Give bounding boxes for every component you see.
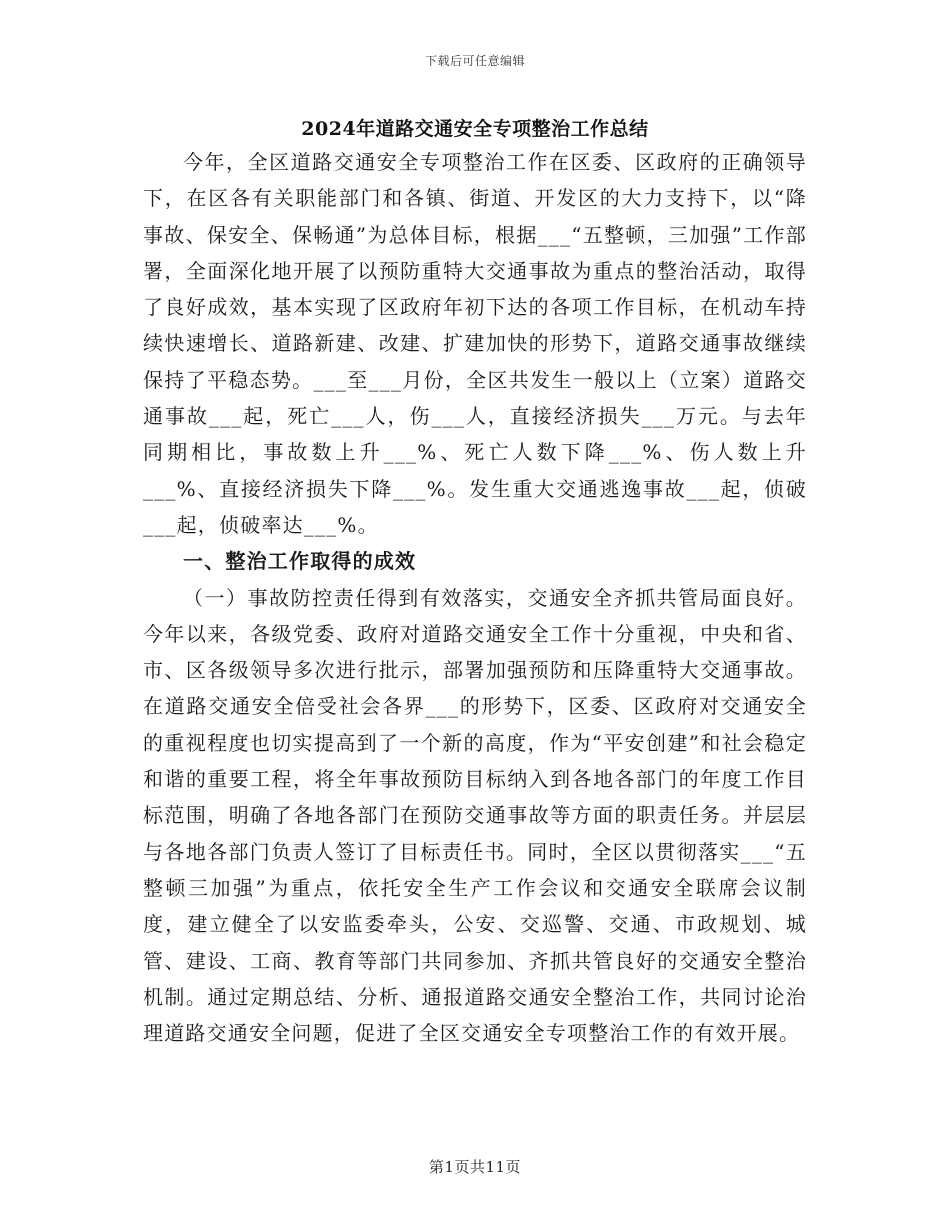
document-title: 2024年道路交通安全专项整治工作总结 [301,118,649,140]
intro-paragraph: 今年，全区道路交通安全专项整治工作在区委、区政府的正确领导下，在区各有关职能部门和各镇、街道、开发区的大力支持下，以“降事故、保安全、保畅通”为总体目标，根据___“五整顿，三加强”工作部署，全面深化地开展了以预防重特大交通事故为重点的整治活动，取得了良好成效，基本实现了区政府年初下达的各项工作目标，在机动车持续快速增长、道路新建、改建、扩建加快的形势下，道路交通事故继续保持了平稳态势。___至___月份，全区共发生一般以上（立案）道路交通事故___起，死亡___人，伤___人，直接经济损失___万元。与去年同期相比，事故数上升___%、死亡人数下降___%、伤人数上升___%、直接经济损失下降___%。发生重大交通逃逸事故___起，侦破___起，侦破率达___%。 [143,150,807,537]
page-header-note: 下载后可任意编辑 [424,54,525,68]
page-footer-number: 第1页共11页 [428,1158,522,1176]
section-heading: 一、整治工作取得的成效 [183,549,417,574]
section-paragraph: （一）事故防控责任得到有效落实，交通安全齐抓共管局面良好。今年以来，各级党委、政府对道路交通安全工作十分重视，中央和省、市、区各级领导多次进行批示，部署加强预防和压降重特大交通事故。在道路交通安全倍受社会各界___的形势下，区委、区政府对交通安全的重视程度也切实提高到了一个新的高度，作为“平安创建”和社会稳定和谐的重要工程，将全年事故预防目标纳入到各地各部门的年度工作目标范围，明确了各地各部门在预防交通事故等方面的职责任务。并层层与各地各部门负责人签订了目标责任书。同时，全区以贯彻落实___“五整顿三加强”为重点，依托安全生产工作会议和交通安全联席会议制度，建立健全了以安监委牵头，公安、交巡警、交通、市政规划、城管、建设、工商、教育等部门共同参加、齐抓共管良好的交通安全整治机制。通过定期总结、分析、通报道路交通安全整治工作，共同讨论治理道路交通安全问题，促进了全区交通安全专项整治工作的有效开展。 [143,585,807,1046]
document-body [143,144,807,1051]
